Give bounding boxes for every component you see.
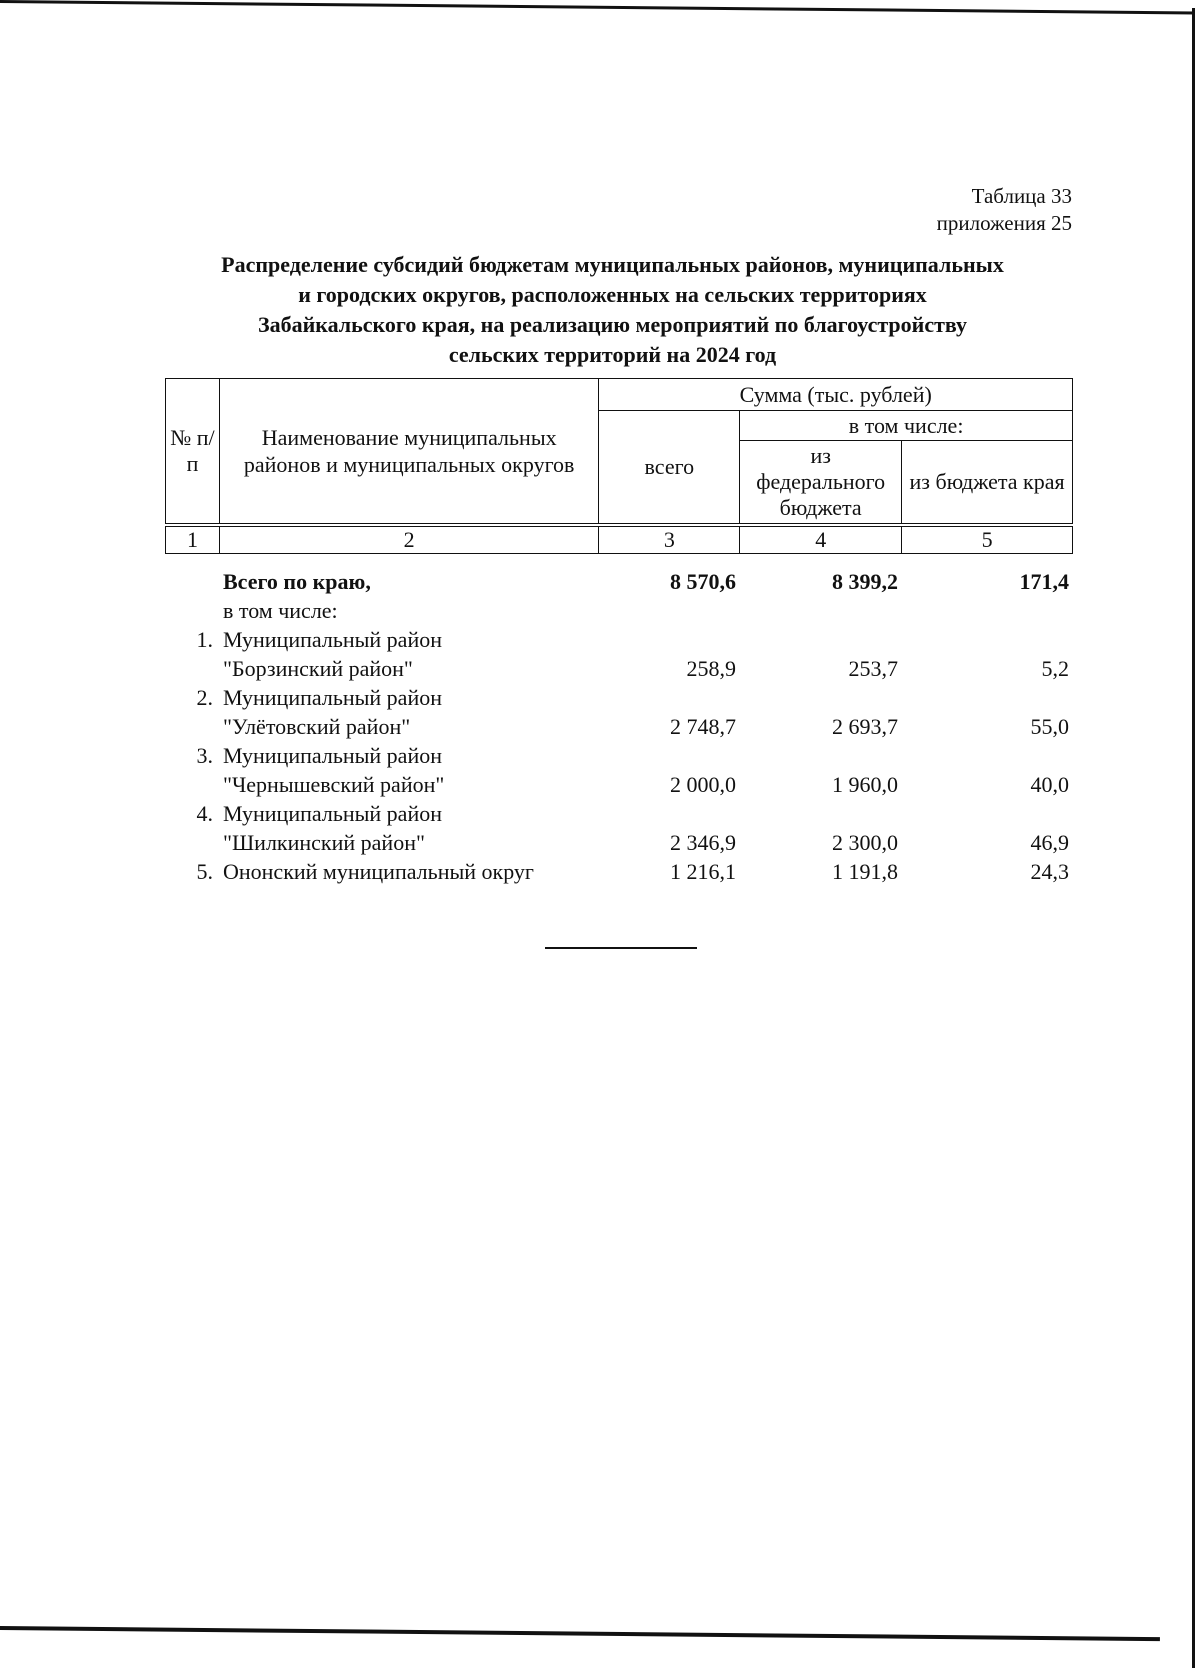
title-line-4: сельских территорий на 2024 год <box>448 342 777 367</box>
row-total: 1 216,1 <box>670 859 736 884</box>
row-federal: 1 960,0 <box>832 772 898 797</box>
header-number-3: 3 <box>599 525 740 554</box>
header-number-1: 1 <box>166 525 220 554</box>
table-row-continued <box>165 770 1073 799</box>
table-row <box>165 683 1073 712</box>
table-header <box>165 378 1073 554</box>
header-number-4: 4 <box>740 525 902 554</box>
table-row <box>165 799 1073 828</box>
row-name-line-2: "Шилкинский район" <box>223 830 425 855</box>
including-row <box>165 596 1073 625</box>
end-of-table-rule <box>545 947 697 949</box>
row-regional: 46,9 <box>1030 830 1069 855</box>
table-caption <box>937 183 1072 237</box>
table-row-continued <box>165 828 1073 857</box>
header-col-including: в том числе: <box>740 411 1073 441</box>
caption-appendix: приложения 25 <box>936 211 1072 235</box>
row-number: 4. <box>196 801 213 826</box>
document-title <box>140 250 1085 370</box>
including-label: в том числе: <box>223 598 338 623</box>
row-federal: 1 191,8 <box>832 859 898 884</box>
row-regional: 5,2 <box>1041 656 1069 681</box>
table-row <box>165 857 1073 886</box>
scan-border-bottom <box>0 1626 1160 1641</box>
row-federal: 2 693,7 <box>832 714 898 739</box>
row-name-line-1: Муниципальный район <box>223 627 442 652</box>
header-col-regional: из бюджета края <box>902 441 1073 525</box>
row-name-line-2: "Чернышевский район" <box>223 772 445 797</box>
caption-table-number: Таблица 33 <box>971 184 1072 208</box>
total-row-regional: 171,4 <box>1019 569 1069 594</box>
total-row-total: 8 570,6 <box>670 569 736 594</box>
row-total: 2 000,0 <box>670 772 736 797</box>
row-regional: 24,3 <box>1030 859 1069 884</box>
header-number-2: 2 <box>219 525 598 554</box>
row-number: 2. <box>196 685 213 710</box>
row-total: 2 748,7 <box>670 714 736 739</box>
header-number-5: 5 <box>902 525 1073 554</box>
total-row-name: Всего по краю, <box>223 569 371 594</box>
row-total: 258,9 <box>686 656 736 681</box>
row-name-line-2: "Борзинский район" <box>223 656 413 681</box>
scan-border-right <box>1192 8 1195 1668</box>
table-row-continued <box>165 712 1073 741</box>
table-row-continued <box>165 654 1073 683</box>
total-row <box>165 567 1073 596</box>
title-line-2: и городских округов, расположенных на сельских территориях <box>298 282 927 307</box>
row-name-line-1: Муниципальный район <box>223 685 442 710</box>
row-name-line-2: "Улётовский район" <box>223 714 411 739</box>
scan-border-top <box>0 0 1195 14</box>
row-total: 2 346,9 <box>670 830 736 855</box>
row-number: 3. <box>196 743 213 768</box>
title-line-1: Распределение субсидий бюджетам муниципальных районов, муниципальных <box>221 252 1004 277</box>
row-name-line-1: Ононский муниципальный округ <box>223 859 534 884</box>
row-federal: 253,7 <box>848 656 898 681</box>
header-col-sum: Сумма (тыс. рублей) <box>599 379 1073 411</box>
row-number: 5. <box>196 859 213 884</box>
total-row-federal: 8 399,2 <box>832 569 898 594</box>
header-col-federal: из федерального бюджета <box>740 441 902 525</box>
row-name-line-1: Муниципальный район <box>223 801 442 826</box>
row-regional: 40,0 <box>1030 772 1069 797</box>
header-col-name: Наименование муниципальных районов и муниципальных округов <box>219 379 598 525</box>
table-row <box>165 741 1073 770</box>
title-line-3: Забайкальского края, на реализацию мероприятий по благоустройству <box>257 312 968 337</box>
row-regional: 55,0 <box>1030 714 1069 739</box>
table-body <box>165 567 1073 886</box>
header-col-total: всего <box>599 411 740 525</box>
header-col-number: № п/п <box>166 379 220 525</box>
table-row <box>165 625 1073 654</box>
row-federal: 2 300,0 <box>832 830 898 855</box>
row-name-line-1: Муниципальный район <box>223 743 442 768</box>
row-number: 1. <box>196 627 213 652</box>
